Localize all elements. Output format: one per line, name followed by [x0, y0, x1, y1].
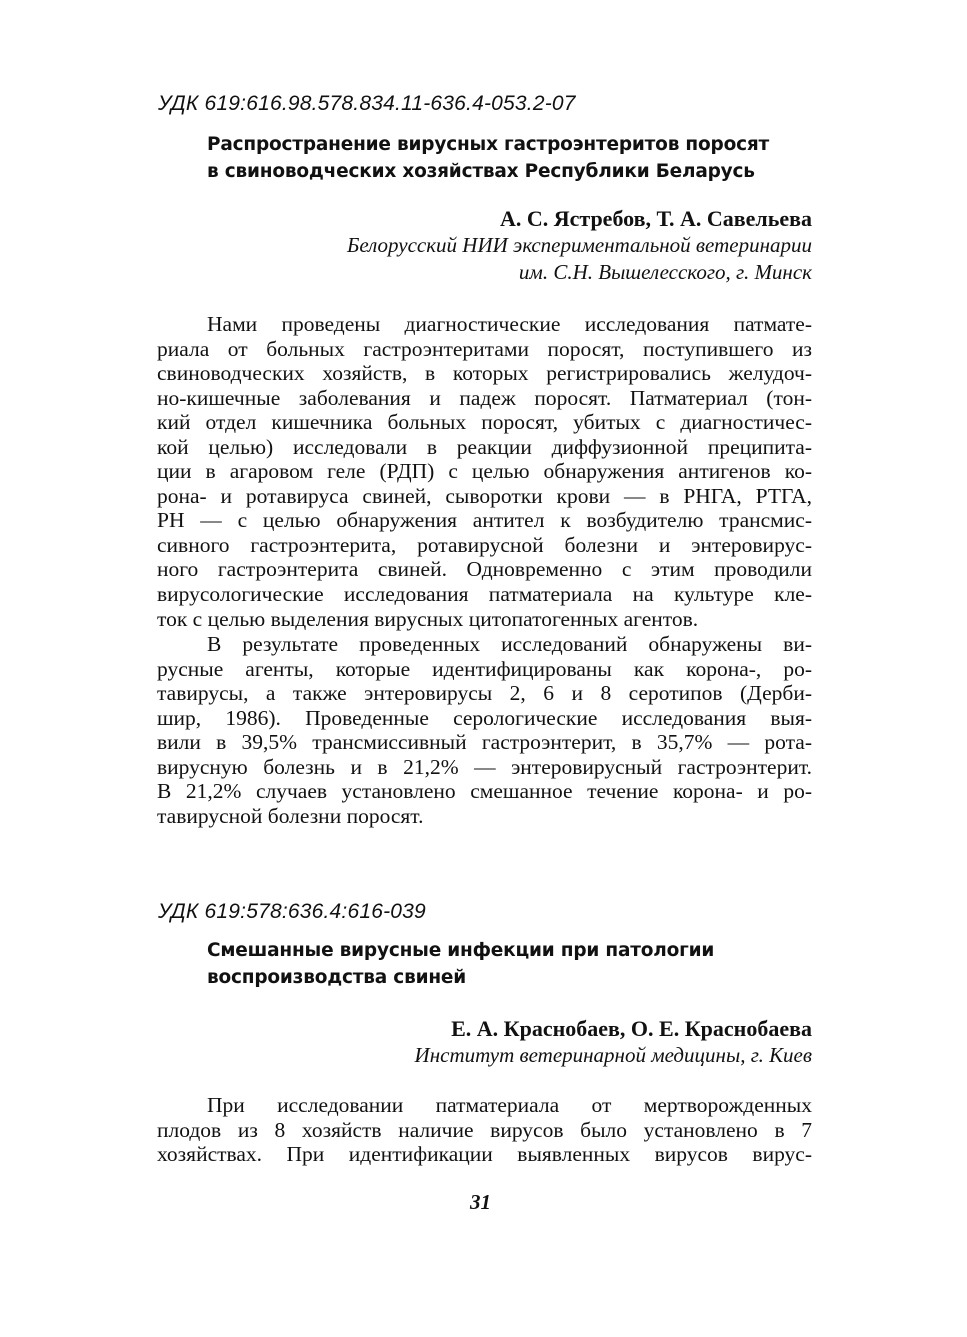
article2-title-line: Смешанные вирусные инфекции при патологии: [207, 940, 715, 961]
article1-udk: УДК 619:616.98.578.834.11-636.4-053.2-07: [158, 92, 576, 115]
text-line: тавирусы, а также энтеровирусы 2, 6 и 8 серотипов (Дерби-: [157, 681, 812, 706]
article1-title: [207, 131, 769, 185]
text-line: сивного гастроэнтерита, ротавирусной болезни и энтеровирус-: [157, 532, 812, 557]
text-line: ток с целью выделения вирусных цитопатогенных агентов.: [157, 606, 699, 631]
article1-title-line: Распространение вирусных гастроэнтеритов поросят: [207, 134, 770, 155]
text-line: вирусную болезнь и в 21,2% — энтеровирусный гастроэнтерит.: [157, 754, 812, 779]
text-line: ного гастроэнтерита свиней. Одновременно с этим проводили: [157, 557, 812, 582]
text-line: шир, 1986). Проведенные серологические исследования выя-: [157, 705, 812, 730]
text-line: В результате проведенных исследований обнаружены ви-: [207, 632, 812, 656]
article1-affiliation-line: Белорусский НИИ экспериментальной ветеринарии: [346, 233, 812, 257]
text-line: При исследовании патматериала от мертворожденных: [207, 1093, 812, 1117]
article1-affiliation: [347, 232, 812, 286]
article2-paragraph-1: [157, 1093, 812, 1167]
text-line: вирусологические исследования патматериала на культуре кле-: [157, 582, 812, 607]
article2-title-line: воспроизводства свиней: [207, 967, 467, 988]
text-line: В 21,2% случаев установлено смешанное течение корона- и ро-: [157, 779, 812, 804]
text-line: кой целью) исследовали в реакции диффузионной преципита-: [157, 434, 812, 459]
text-line: РН — с целью обнаружения антител к возбудителю трансмис-: [157, 508, 812, 533]
text-line: но-кишечные заболевания и падеж поросят. Патматериал (тон-: [157, 385, 812, 410]
article1-paragraph-1: [157, 312, 812, 631]
article2-title: [207, 937, 714, 991]
text-line: кий отдел кишечника больных поросят, убитых с диагностичес-: [157, 410, 812, 435]
text-line: плодов из 8 хозяйств наличие вирусов было установлено в 7: [157, 1117, 812, 1142]
text-line: хозяйствах. При идентификации выявленных вирусов вирус-: [157, 1142, 812, 1167]
page-number: 31: [470, 1190, 491, 1214]
text-line: Нами проведены диагностические исследования патмате-: [207, 312, 812, 336]
text-line: вили в 39,5% трансмиссивный гастроэнтерит, в 35,7% — рота-: [157, 730, 812, 755]
text-line: риала от больных гастроэнтеритами поросят, поступившего из: [157, 336, 812, 361]
article2-udk: УДК 619:578:636.4:616-039: [158, 900, 426, 923]
article1-affiliation-line: им. С.Н. Вышелесского, г. Минск: [518, 260, 812, 284]
article2-authors: Е. А. Краснобаев, О. Е. Краснобаева: [451, 1016, 812, 1041]
text-line: ции в агаровом геле (РДП) с целью обнаружения антигенов ко-: [157, 459, 812, 484]
article1-authors: А. С. Ястребов, Т. А. Савельева: [499, 206, 812, 231]
text-line: рона- и ротавируса свиней, сыворотки крови — в РНГА, РТГА,: [157, 483, 812, 508]
text-line: русные агенты, которые идентифицированы как корона-, ро-: [157, 656, 812, 681]
article2-affiliation: [415, 1042, 812, 1069]
text-line: свиноводческих хозяйств, в которых регистрировались желудоч-: [157, 361, 812, 386]
article1-paragraph-2: [157, 632, 812, 828]
article2-affiliation-line: Институт ветеринарной медицины, г. Киев: [414, 1043, 812, 1067]
article1-title-line: в свиноводческих хозяйствах Республики Беларусь: [207, 161, 755, 182]
text-line: тавирусной болезни поросят.: [157, 803, 424, 828]
